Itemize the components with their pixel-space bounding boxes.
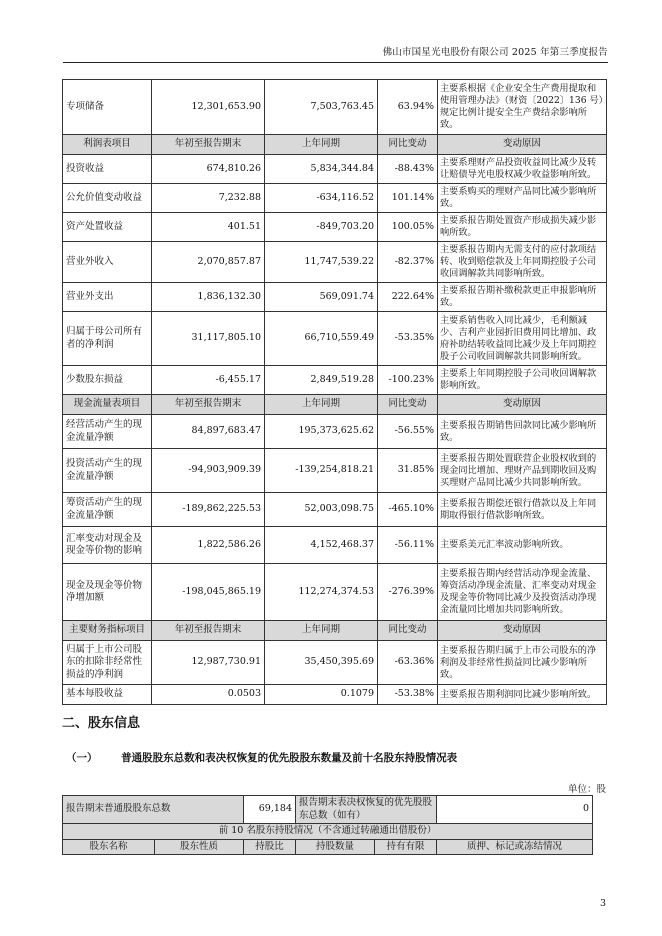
row-prior: 52,003,098.75 xyxy=(265,493,378,527)
row-change: -465.10% xyxy=(378,493,438,527)
table-row xyxy=(63,839,593,855)
row-current: 84,897,683.47 xyxy=(152,415,265,449)
row-item: 少数股东损益 xyxy=(63,366,152,395)
page-header: 佛山市国星光电股份有限公司 2025 年第三季度报告 xyxy=(382,47,608,58)
table-row xyxy=(63,493,607,527)
preferred-shareholders-value: 0 xyxy=(437,796,593,824)
row-prior: -849,703.20 xyxy=(265,213,378,242)
row-prior: -139,254,818.21 xyxy=(265,449,378,493)
row-prior: 35,450,395.69 xyxy=(265,641,378,685)
row-prior: 5,834,344.84 xyxy=(265,155,378,184)
row-reason: 主要系报告期偿还银行借款以及上年同期取得银行借款影响所致。 xyxy=(438,493,607,527)
table-row xyxy=(63,641,607,685)
row-reason: 主要系报告期处置联营企业股权收到的现金同比增加、理财产品到期收回及购买理财产品同比减少共同影响所致。 xyxy=(438,449,607,493)
row-item: 公允价值变动收益 xyxy=(63,184,152,213)
subsection-title xyxy=(66,750,457,765)
row-prior: 0.1079 xyxy=(265,685,378,705)
row-change: -63.36% xyxy=(378,641,438,685)
row-reason: 主要系报告期内经营活动净现金流量、筹资活动净现金流量、汇率变动对现金及现金等价物同比减少及投资活动净现金流量同比增加共同影响所致。 xyxy=(438,564,607,621)
total-shareholders-value: 69,184 xyxy=(244,796,296,824)
row-item: 经营活动产生的现金流量净额 xyxy=(63,415,152,449)
column-header: 上年同期 xyxy=(265,621,378,641)
table-row xyxy=(63,366,607,395)
row-reason: 主要系报告期利润同比减少影响所致。 xyxy=(438,685,607,705)
row-reason: 主要系理财产品投资收益同比减少及转让赔债导光电股权减少收益影响所致。 xyxy=(438,155,607,184)
row-item: 投资收益 xyxy=(63,155,152,184)
row-prior: 7,503,763.45 xyxy=(265,80,378,135)
column-header: 主要财务指标项目 xyxy=(63,621,152,641)
row-item: 基本每股收益 xyxy=(63,685,152,705)
row-change: -53.35% xyxy=(378,312,438,366)
row-prior: 569,091.74 xyxy=(265,283,378,312)
column-header: 变动原因 xyxy=(438,621,607,641)
row-change: -53.38% xyxy=(378,685,438,705)
row-reason: 主要系购买的理财产品同比减少影响所致。 xyxy=(438,184,607,213)
column-header: 现金流量表项目 xyxy=(63,395,152,415)
row-item: 现金及现金等价物净增加额 xyxy=(63,564,152,621)
row-current: -94,903,909.39 xyxy=(152,449,265,493)
row-change: -82.37% xyxy=(378,242,438,283)
row-reason: 主要系销售收入同比减少，毛利额减少、吉利产业园折旧费用同比增加、政府补助结转收益同比减少及上年同期控股子公司收回调解款共同影响所致。 xyxy=(438,312,607,366)
row-item: 营业外收入 xyxy=(63,242,152,283)
indicator-header-row xyxy=(63,621,607,641)
row-current: 7,232.88 xyxy=(152,184,265,213)
column-header: 股东性质 xyxy=(155,839,244,855)
column-header: 年初至报告期末 xyxy=(152,135,265,155)
column-header: 质押、标记或冻结情况 xyxy=(437,839,593,855)
row-change: -276.39% xyxy=(378,564,438,621)
row-change: 31.85% xyxy=(378,449,438,493)
row-item: 归属于上市公司股东的扣除非经常性损益的净利润 xyxy=(63,641,152,685)
column-header: 同比变动 xyxy=(378,135,438,155)
row-current: -6,455.17 xyxy=(152,366,265,395)
row-prior: -634,116.52 xyxy=(265,184,378,213)
row-item: 资产处置收益 xyxy=(63,213,152,242)
row-current: -198,045,865.19 xyxy=(152,564,265,621)
financial-changes-table xyxy=(62,79,607,705)
row-change: -88.43% xyxy=(378,155,438,184)
row-current: 674,810.26 xyxy=(152,155,265,184)
row-item: 营业外支出 xyxy=(63,283,152,312)
subsection-number: （一） xyxy=(66,752,98,764)
row-prior: 195,373,625.62 xyxy=(265,415,378,449)
table-row xyxy=(63,527,607,564)
column-header: 上年同期 xyxy=(265,395,378,415)
table-row xyxy=(63,415,607,449)
row-current: 2,070,857.87 xyxy=(152,242,265,283)
column-header: 同比变动 xyxy=(378,395,438,415)
column-header: 持股数量 xyxy=(296,839,375,855)
table-row xyxy=(63,796,593,824)
cashflow-header-row xyxy=(63,395,607,415)
column-header: 同比变动 xyxy=(378,621,438,641)
row-prior: 112,274,374.53 xyxy=(265,564,378,621)
row-reason: 主要系报告期补缴税款更正申报影响所致。 xyxy=(438,283,607,312)
column-header: 股东名称 xyxy=(63,839,155,855)
row-current: 31,117,805.10 xyxy=(152,312,265,366)
table-row xyxy=(63,685,607,705)
subsection-text: 普通股股东总数和表决权恢复的优先股股东数量及前十名股东持股情况表 xyxy=(121,752,458,764)
page-number: 3 xyxy=(599,898,606,909)
table-row xyxy=(63,824,593,840)
row-change: -56.55% xyxy=(378,415,438,449)
column-header: 上年同期 xyxy=(265,135,378,155)
row-item: 汇率变动对现金及现金等价物的影响 xyxy=(63,527,152,564)
section-title: 二、股东信息 xyxy=(62,716,141,731)
row-current: 1,836,132.30 xyxy=(152,283,265,312)
unit-label: 单位：股 xyxy=(567,784,606,795)
table-row xyxy=(63,80,607,135)
row-change: 101.14% xyxy=(378,184,438,213)
row-reason: 主要系美元汇率波动影响所致。 xyxy=(438,527,607,564)
row-current: 401.51 xyxy=(152,213,265,242)
column-header: 年初至报告期末 xyxy=(152,621,265,641)
row-change: -100.23% xyxy=(378,366,438,395)
row-change: 100.05% xyxy=(378,213,438,242)
row-reason: 主要系报告期内无需支付的应付款项结转、收到赔偿款及上年同期控股子公司收回调解款共同影响所致。 xyxy=(438,242,607,283)
table-row xyxy=(63,184,607,213)
table-row xyxy=(63,242,607,283)
table-row xyxy=(63,155,607,184)
row-change: 63.94% xyxy=(378,80,438,135)
row-reason: 主要系根据《企业安全生产费用提取和使用管理办法》（财资〔2022〕136 号）规定比例计提安全生产费结余影响所致。 xyxy=(438,80,607,135)
row-current: 12,987,730.91 xyxy=(152,641,265,685)
row-current: 1,822,586.26 xyxy=(152,527,265,564)
table-row xyxy=(63,564,607,621)
row-item: 筹资活动产生的现金流量净额 xyxy=(63,493,152,527)
row-prior: 2,849,519.28 xyxy=(265,366,378,395)
column-header: 持股比 xyxy=(244,839,296,855)
column-header: 变动原因 xyxy=(438,135,607,155)
column-header: 利润表项目 xyxy=(63,135,152,155)
row-item: 专项储备 xyxy=(63,80,152,135)
total-shareholders-label: 报告期末普通股股东总数 xyxy=(63,796,244,824)
row-reason: 主要系报告期归属于上市公司股东的净利润及非经常性损益同比减少影响所致。 xyxy=(438,641,607,685)
row-current: 0.0503 xyxy=(152,685,265,705)
column-header: 持有有限 xyxy=(375,839,437,855)
table-row xyxy=(63,312,607,366)
row-reason: 主要系报告期销售回款同比减少影响所致。 xyxy=(438,415,607,449)
row-current: -189,862,225.53 xyxy=(152,493,265,527)
row-reason: 主要系上年同期控股子公司收回调解款影响所致。 xyxy=(438,366,607,395)
row-item: 投资活动产生的现金流量净额 xyxy=(63,449,152,493)
shareholder-table xyxy=(62,795,593,855)
table-row xyxy=(63,213,607,242)
column-header: 变动原因 xyxy=(438,395,607,415)
row-change: 222.64% xyxy=(378,283,438,312)
row-item: 归属于母公司所有者的净利润 xyxy=(63,312,152,366)
row-change: -56.11% xyxy=(378,527,438,564)
row-prior: 66,710,559.49 xyxy=(265,312,378,366)
row-prior: 11,747,539.22 xyxy=(265,242,378,283)
row-prior: 4,152,468.37 xyxy=(265,527,378,564)
row-current: 12,301,653.90 xyxy=(152,80,265,135)
header-divider xyxy=(63,62,608,63)
row-reason: 主要系报告期处置资产形成损失减少影响所致。 xyxy=(438,213,607,242)
table-row xyxy=(63,283,607,312)
top10-title: 前 10 名股东持股情况（不含通过转融通出借股份） xyxy=(63,824,593,840)
profit-header-row xyxy=(63,135,607,155)
column-header: 年初至报告期末 xyxy=(152,395,265,415)
table-row xyxy=(63,449,607,493)
preferred-shareholders-label: 报告期末表决权恢复的优先股股东总数（如有） xyxy=(296,796,437,824)
